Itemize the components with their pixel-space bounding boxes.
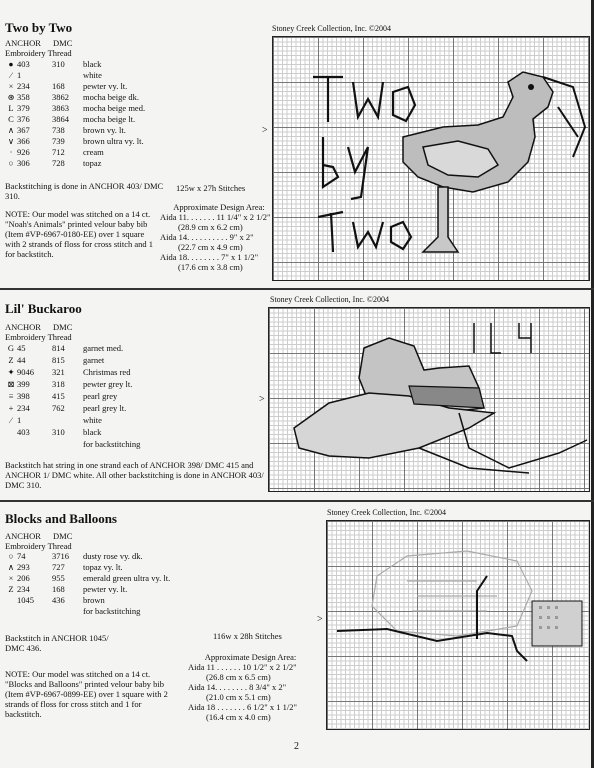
key-anchor-number: 398: [17, 391, 30, 401]
anchor-header: ANCHOR: [5, 38, 41, 48]
key-color-name: black: [83, 427, 102, 437]
key-dmc-number: 3863: [52, 103, 69, 113]
key-anchor-number: 234: [17, 81, 30, 91]
design-area: [160, 202, 278, 272]
backstitch-note: Backstitch hat string in one strand each of ANCHOR 398/ DMC 415 and ANCHOR 1/ DMC white. All other backstitching is done in ANCHOR 403/ DMC 310.: [5, 460, 264, 490]
key-dmc-number: 738: [52, 125, 65, 135]
key-color-name: white: [83, 70, 102, 80]
key-header: [5, 532, 72, 551]
key-anchor-number: 1: [17, 70, 22, 80]
aida-18: Aida 18. . . . . . . . 7" x 1 1/2": [160, 252, 259, 262]
chart-two-by-two: [272, 36, 590, 281]
key-symbol: C: [8, 114, 14, 124]
key-color-name: topaz: [83, 158, 102, 168]
key-dmc-number: 168: [52, 81, 65, 91]
key-symbol: ✦: [7, 367, 15, 377]
aida-11: Aida 11. . . . . . . 11 1/4" x 2 1/2": [160, 212, 271, 222]
aida-14: Aida 14. . . . . . . . 8 3/4" x 2": [188, 682, 287, 692]
model-note: NOTE: Our model was stitched on a 14 ct. "Blocks and Balloons" printed velour baby bib (Item #VP-6967-0899-EE) over 1 square with 2 strands of floss for cross stitch and 1 for backstitch.: [5, 669, 168, 719]
key-anchor-number: 376: [17, 114, 30, 124]
key-symbol: ○: [8, 551, 14, 561]
anchor-header: ANCHOR: [5, 322, 41, 332]
copyright-credit: Stoney Creek Collection, Inc. ©2004: [270, 295, 389, 304]
key-dmc-number: 814: [52, 343, 65, 353]
key-symbol: ≡: [8, 391, 14, 401]
design-area-title: Approximate Design Area:: [173, 202, 265, 212]
key-dmc-number: 728: [52, 158, 65, 168]
key-usage-note: for backstitching: [83, 606, 141, 616]
key-dmc-number: 955: [52, 573, 65, 583]
key-color-name: pewter vy. lt.: [83, 81, 128, 91]
key-color-name: mocha beige med.: [83, 103, 146, 113]
backstitch-note: Backstitch in ANCHOR 1045/ DMC 436.: [5, 633, 109, 653]
center-arrow-icon: >: [259, 394, 265, 405]
key-symbol: ●: [8, 59, 14, 69]
key-dmc-number: 310: [52, 59, 65, 69]
dmc-header: DMC: [53, 322, 73, 332]
key-symbol: Z: [8, 584, 14, 594]
key-symbol: L: [8, 103, 14, 113]
aida-18-metric: (16.4 cm x 4.0 cm): [206, 712, 271, 722]
key-dmc-number: 712: [52, 147, 65, 157]
key-symbol: ⊛: [7, 92, 15, 102]
key-anchor-number: 44: [17, 355, 26, 365]
key-dmc-number: 762: [52, 403, 65, 413]
key-color-name: mocha beige lt.: [83, 114, 136, 124]
key-anchor-number: 206: [17, 573, 30, 583]
key-dmc-number: 739: [52, 136, 65, 146]
key-dmc-number: 727: [52, 562, 65, 572]
key-dmc-number: 3862: [52, 92, 69, 102]
key-anchor-number: 403: [17, 427, 30, 437]
key-anchor-number: 367: [17, 125, 30, 135]
aida-14: Aida 14. . . . . . . . . . 9" x 2": [160, 232, 254, 242]
key-symbol: ⊠: [7, 379, 15, 389]
chart-pattern: [327, 521, 589, 729]
key-dmc-number: 815: [52, 355, 65, 365]
key-dmc-number: 436: [52, 595, 65, 605]
key-symbol: ∨: [7, 136, 15, 146]
key-anchor-number: 1045: [17, 595, 34, 605]
key-symbol: ×: [8, 573, 14, 583]
key-anchor-number: 358: [17, 92, 30, 102]
thread-header: Embroidery Thread: [5, 331, 72, 342]
page-number: 2: [294, 741, 299, 752]
key-anchor-number: 403: [17, 59, 30, 69]
key-symbol: ∧: [7, 125, 15, 135]
key-anchor-number: 234: [17, 403, 30, 413]
key-anchor-number: 379: [17, 103, 30, 113]
backstitch-note: Backstitching is done in ANCHOR 403/ DMC 310.: [5, 181, 164, 201]
aida-18-metric: (17.6 cm x 3.8 cm): [178, 262, 243, 272]
copyright-credit: Stoney Creek Collection, Inc. ©2004: [327, 508, 446, 517]
aida-14-metric: (21.0 cm x 5.1 cm): [206, 692, 271, 702]
chart-blocks-and-balloons: [326, 520, 590, 730]
section-title: Blocks and Balloons: [5, 511, 117, 526]
center-arrow-icon: >: [317, 614, 323, 625]
key-dmc-number: 415: [52, 391, 65, 401]
key-anchor-number: 74: [17, 551, 26, 561]
key-color-name: pearl grey lt.: [83, 403, 127, 413]
key-anchor-number: 926: [17, 147, 30, 157]
aida-18: Aida 18 . . . . . . . 6 1/2" x 1 1/2": [188, 702, 297, 712]
aida-11-metric: (28.9 cm x 6.2 cm): [178, 222, 243, 232]
key-color-name: Christmas red: [83, 367, 131, 377]
dmc-header: DMC: [53, 38, 73, 48]
key-dmc-number: 3716: [52, 551, 69, 561]
key-color-name: garnet med.: [83, 343, 124, 353]
model-note: NOTE: Our model was stitched on a 14 ct. "Noah's Animals" printed velour baby bib (Item #VP-6967-0180-EE) over 1 square with 2 strands of floss for cross stitch and 1 for backstitch.: [5, 209, 154, 259]
key-usage-note: for backstitching: [83, 439, 141, 449]
key-symbol: ○: [8, 158, 14, 168]
key-color-name: brown ultra vy. lt.: [83, 136, 144, 146]
key-symbol: ⁄: [10, 415, 12, 425]
section-divider: [0, 288, 594, 290]
key-symbol: ⁄: [10, 70, 12, 80]
key-color-name: cream: [83, 147, 104, 157]
key-anchor-number: 9046: [17, 367, 34, 377]
key-symbol: +: [8, 403, 14, 413]
aida-11-metric: (26.8 cm x 6.5 cm): [206, 672, 271, 682]
anchor-header: ANCHOR: [5, 531, 41, 541]
key-anchor-number: 293: [17, 562, 30, 572]
key-anchor-number: 399: [17, 379, 30, 389]
key-anchor-number: 1: [17, 415, 22, 425]
key-color-name: mocha beige dk.: [83, 92, 139, 102]
design-area: [188, 652, 313, 722]
key-dmc-number: 310: [52, 427, 65, 437]
key-anchor-number: 234: [17, 584, 30, 594]
section-title: Two by Two: [5, 20, 73, 35]
stitch-count: 125w x 27h Stitches: [176, 183, 246, 193]
key-color-name: pewter vy. lt.: [83, 584, 128, 594]
section-divider: [0, 500, 594, 502]
chart-pattern: [269, 308, 589, 491]
key-dmc-number: 318: [52, 379, 65, 389]
aida-14-metric: (22.7 cm x 4.9 cm): [178, 242, 243, 252]
key-dmc-number: 168: [52, 584, 65, 594]
key-color-name: emerald green ultra vy. lt.: [83, 573, 171, 583]
key-symbol: G: [7, 343, 15, 353]
key-color-name: white: [83, 415, 102, 425]
key-header: [5, 323, 72, 342]
key-color-name: garnet: [83, 355, 105, 365]
chart-lil-buckaroo: [268, 307, 590, 492]
key-symbol: ·: [9, 147, 13, 157]
design-area-title: Approximate Design Area:: [204, 652, 297, 662]
chart-pattern: [273, 37, 589, 280]
key-color-name: pearl grey: [83, 391, 118, 401]
stitch-count: 116w x 28h Stitches: [213, 631, 282, 641]
key-anchor-number: 366: [17, 136, 30, 146]
key-symbol: ×: [8, 81, 14, 91]
key-dmc-number: 3864: [52, 114, 69, 124]
key-dmc-number: 321: [52, 367, 65, 377]
aida-11: Aida 11 . . . . . . 10 1/2" x 2 1/2": [188, 662, 297, 672]
key-header: [5, 39, 72, 58]
key-anchor-number: 45: [17, 343, 26, 353]
dmc-header: DMC: [53, 531, 73, 541]
key-color-name: brown: [83, 595, 105, 605]
key-color-name: brown vy. lt.: [83, 125, 126, 135]
key-color-name: topaz vy. lt.: [83, 562, 123, 572]
key-symbol: Z: [8, 355, 14, 365]
key-color-name: pewter grey lt.: [83, 379, 133, 389]
thread-header: Embroidery Thread: [5, 47, 72, 58]
copyright-credit: Stoney Creek Collection, Inc. ©2004: [272, 24, 391, 33]
thread-header: Embroidery Thread: [5, 540, 72, 551]
center-arrow-icon: >: [262, 125, 268, 136]
section-title: Lil' Buckaroo: [5, 301, 82, 316]
key-color-name: dusty rose vy. dk.: [83, 551, 143, 561]
key-anchor-number: 306: [17, 158, 30, 168]
key-color-name: black: [83, 59, 102, 69]
key-symbol: ∧: [7, 562, 15, 572]
